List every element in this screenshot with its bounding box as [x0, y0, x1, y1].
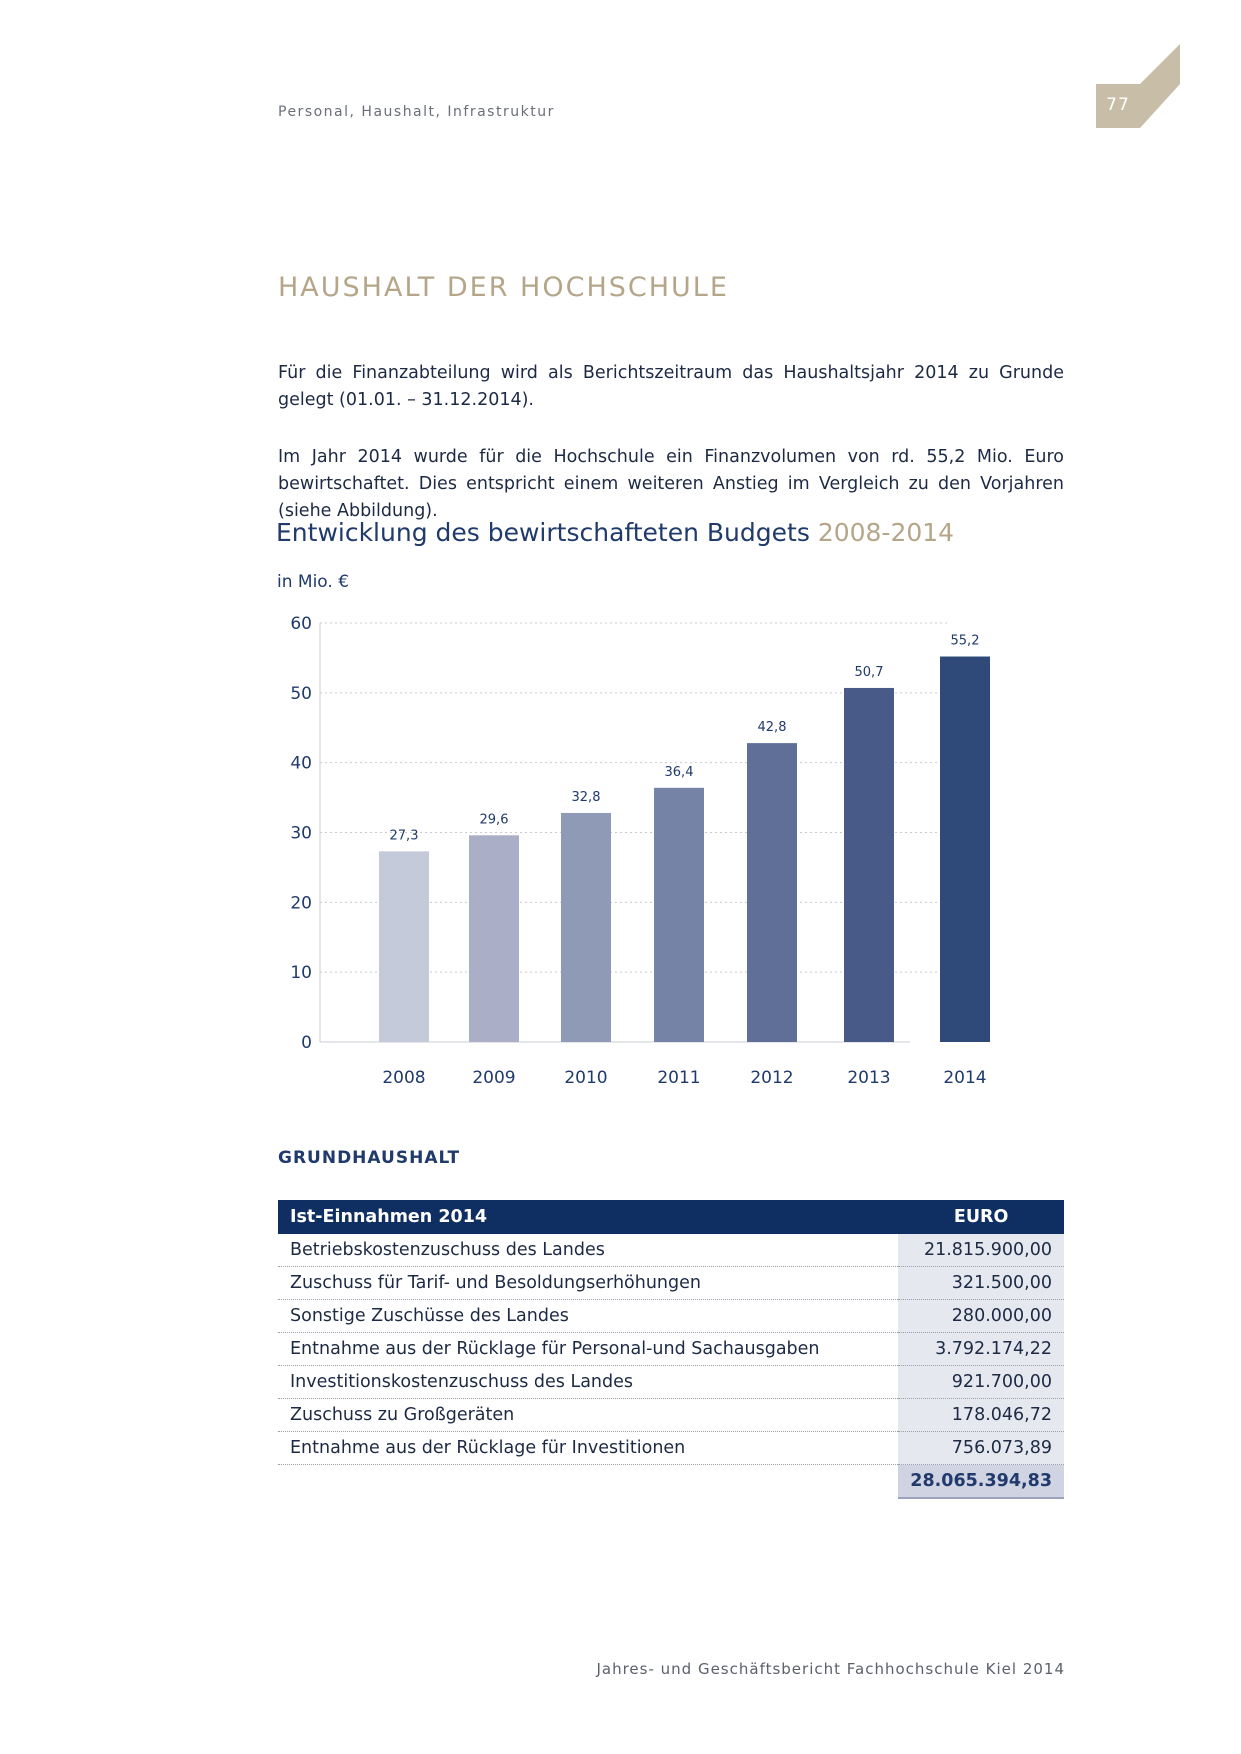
bar: [940, 657, 990, 1042]
y-tick-label: 50: [290, 683, 312, 704]
row-label: Betriebskostenzuschuss des Landes: [278, 1234, 898, 1267]
table-row: [278, 1432, 1064, 1465]
table-heading: GRUNDHAUSHALT: [278, 1148, 461, 1168]
chart-title: [276, 518, 954, 547]
section-title: HAUSHALT DER HOCHSCHULE: [278, 272, 729, 303]
bar: [747, 743, 797, 1042]
bar: [654, 788, 704, 1042]
table-header-row: [278, 1200, 1064, 1234]
x-tick-label: 2012: [750, 1068, 794, 1088]
total-amount: 28.065.394,83: [898, 1465, 1064, 1499]
bar: [844, 688, 894, 1042]
row-label: Investitionskostenzuschuss des Landes: [278, 1366, 898, 1399]
table-row: [278, 1333, 1064, 1366]
bar-value-label: 36,4: [664, 764, 694, 780]
y-tick-label: 40: [290, 753, 312, 774]
chart-title-years: 2008-2014: [817, 518, 955, 547]
budget-bar-chart: [270, 605, 1070, 1105]
row-amount: 921.700,00: [898, 1366, 1064, 1399]
bar-value-label: 50,7: [854, 664, 884, 680]
row-amount: 178.046,72: [898, 1399, 1064, 1432]
row-amount: 756.073,89: [898, 1432, 1064, 1465]
row-label: Entnahme aus der Rücklage für Personal-und Sachausgaben: [278, 1333, 898, 1366]
revenue-table: [278, 1200, 1064, 1499]
page-footer: Jahres- und Geschäftsbericht Fachhochschule Kiel 2014: [596, 1660, 1065, 1678]
y-tick-label: 30: [290, 823, 312, 844]
bar: [561, 813, 611, 1042]
column-header-amount: EURO: [898, 1200, 1064, 1234]
running-head: Personal, Haushalt, Infrastruktur: [278, 104, 555, 120]
x-tick-label: 2013: [847, 1068, 891, 1088]
y-tick-label: 60: [290, 614, 312, 634]
bar: [469, 835, 519, 1042]
table-row: [278, 1234, 1064, 1267]
y-tick-label: 10: [290, 963, 312, 984]
y-tick-label: 20: [290, 893, 312, 914]
row-amount: 280.000,00: [898, 1300, 1064, 1333]
volume-paragraph: Im Jahr 2014 wurde für die Hochschule ein Finanzvolumen von rd. 55,2 Mio. Euro bewirtschaftet. Dies entspricht einem weiteren Anstieg im Vergleich zu den Vorjahren (siehe Abbildung).: [278, 447, 1064, 521]
row-label: Sonstige Zuschüsse des Landes: [278, 1300, 898, 1333]
row-label: Zuschuss für Tarif- und Besoldungserhöhungen: [278, 1267, 898, 1300]
row-amount: 21.815.900,00: [898, 1234, 1064, 1267]
bar-value-label: 55,2: [950, 633, 980, 649]
bar-value-label: 32,8: [571, 789, 601, 805]
table-row: [278, 1399, 1064, 1432]
page-number: 77: [1106, 95, 1130, 115]
x-tick-label: 2008: [382, 1068, 426, 1088]
bar: [379, 851, 429, 1042]
table-row: [278, 1300, 1064, 1333]
table-row: [278, 1267, 1064, 1300]
intro-paragraph: Für die Finanzabteilung wird als Berichtszeitraum das Haushaltsjahr 2014 zu Grunde gelegt (01.01. – 31.12.2014).: [278, 363, 1064, 410]
x-tick-label: 2009: [472, 1068, 516, 1088]
row-amount: 321.500,00: [898, 1267, 1064, 1300]
chart-title-main: Entwicklung des bewirtschafteten Budgets: [276, 518, 810, 547]
row-label: Zuschuss zu Großgeräten: [278, 1399, 898, 1432]
total-label-empty: [278, 1465, 898, 1499]
row-amount: 3.792.174,22: [898, 1333, 1064, 1366]
table-row: [278, 1366, 1064, 1399]
column-header-label: Ist-Einnahmen 2014: [278, 1200, 898, 1234]
y-tick-label: 0: [301, 1033, 312, 1053]
table-total-row: [278, 1465, 1064, 1499]
bar-value-label: 29,6: [479, 812, 509, 828]
bar-value-label: 42,8: [757, 720, 787, 736]
x-tick-label: 2011: [657, 1068, 701, 1088]
bar-value-label: 27,3: [389, 828, 419, 844]
row-label: Entnahme aus der Rücklage für Investitionen: [278, 1432, 898, 1465]
x-tick-label: 2010: [564, 1068, 608, 1088]
x-tick-label: 2014: [943, 1068, 987, 1088]
page-tab-shape: [1096, 44, 1180, 128]
chart-unit-label: in Mio. €: [277, 572, 350, 592]
